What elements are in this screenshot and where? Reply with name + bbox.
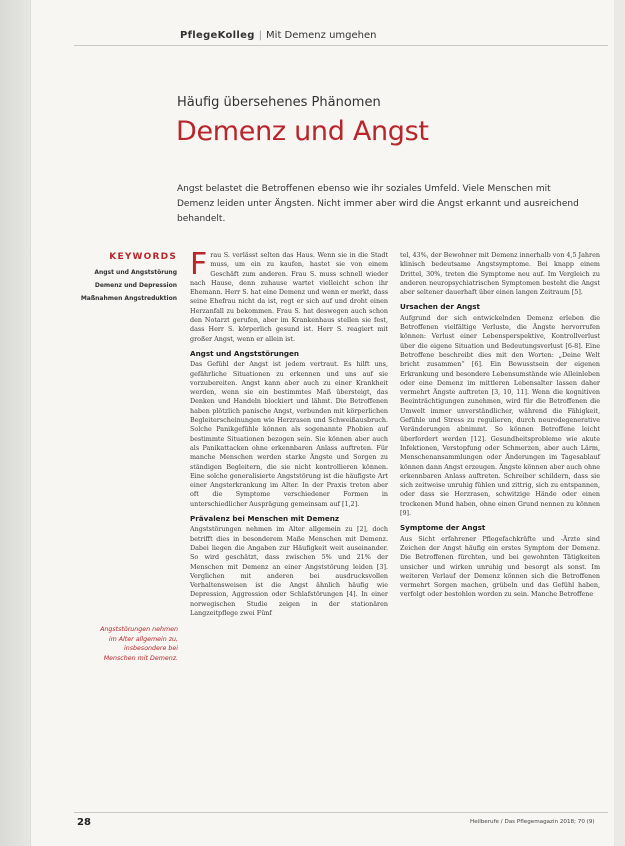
header-rule: [74, 45, 608, 46]
section-label: Mit Demenz umgehen: [266, 30, 377, 41]
keyword-item: Maßnahmen Angstreduktion: [80, 295, 177, 302]
intro-text: rau S. verlässt selten das Haus. Wenn sie in die Stadt muss, um ein zu kaufen, hastet sie von einem Geschäft zum anderen. Frau S. muss schnell wieder nach Hause, denn zuhause wartet vielleicht schon ihr Ehemann. Herr S. hat eine Demenz und wenn er merkt, dass seine Ehefrau nicht da ist, regt er sich auf und droht einen Herzanfall zu bekommen. Frau S. hat deswegen auch schon den Notarzt gerufen, aber im Krankenhaus stellen sie fest, dass Herr S. körperlich gesund ist. Herr S. reagiert mit großer Angst, wenn er allein ist.: [190, 251, 388, 343]
keywords-list: [70, 268, 177, 307]
article-title: Demenz und Angst: [176, 116, 429, 147]
article-lead: Angst belastet die Betroffenen ebenso wie ihr soziales Umfeld. Viele Menschen mit Demenz leiden unter Ängsten. Nicht immer aber wird die Angst erkannt und ausreichend behandelt.: [177, 184, 579, 224]
intro-paragraph: [190, 247, 388, 344]
body-column-1: [190, 247, 388, 620]
section-heading: Symptome der Angst: [400, 523, 486, 533]
body-paragraph: Angststörungen nehmen im Alter allgemein zu [2], doch betrifft dies in besonderem Maße Menschen mit Demenz. Dabei liegen die Angaben zur Häufigkeit weit auseinander. So wird geschätzt, dass zwischen 5% und 21% der Menschen mit Demenz an einer Angststörung leiden [3]. Verglichen mit anderen bei ausdrucksvollen Verhaltensweisen ist die Angst ähnlich häufig wie Depression, Aggression oder Schlafstörungen [4]. In einer norwegischen Studie zeigen in der stationären Langzeitpflege zwei Fünf: [190, 525, 388, 617]
keywords-title: KEYWORDS: [109, 252, 177, 262]
section-heading: Ursachen der Angst: [400, 302, 480, 312]
footer-rule: [74, 812, 608, 813]
scan-edge: [0, 0, 30, 846]
body-paragraph: Das Gefühl der Angst ist jedem vertraut. Es hilft uns, gefährliche Situationen zu erkennen und uns auf sie vorzubereiten. Angst kann aber auch zu einer Krankheit werden, wenn sie ein bestimmtes Maß übersteigt, das Denken und Handeln blockiert und lähmt. Die Betroffenen haben plötzlich panische Angst, verbunden mit körperlichen Begleiterscheinungen wie Herzrasen und Schweißausbruch. Solche Panikgefühle können als sogenannte Phobien auf bestimmte Situationen bezogen sein. Sie können aber auch als Panikattacken ohne erkennbaren Anlass auftreten. Für manche Menschen werden starke Ängste und Sorgen zu ständigen Begleitern, die sie nicht kontrollieren können. Eine solche generalisierte Angststörung ist die häufigste Art einer Angsterkrankung im Alter. In der Praxis treten aber oft die Symptome verschiedener Formen in unterschiedlicher Ausprägung gemeinsam auf [1,2].: [190, 360, 388, 508]
body-paragraph: tel, 43%, der Bewohner mit Demenz innerhalb von 4,5 Jahren klinisch bedeutsame Angstsymptome. Bei knapp einem Drittel, 30%, treten die Symptome neu auf. Im Vergleich zu anderen neuropsychiatrischen Symptomen besteht die Angst aber seltener dauerhaft über einen langen Zeitraum [5].: [400, 251, 600, 297]
section-heading: Angst und Angststörungen: [190, 348, 300, 358]
header-separator: |: [258, 30, 263, 41]
running-header: [180, 30, 376, 41]
body-paragraph: Aus Sicht erfahrener Pflegefachkräfte und -Ärzte sind Zeichen der Angst häufig ein erstes Symptom der Demenz. Die Betroffenen fürchten, und bei gewohnten Tätigkeiten unsicher und wirken unruhig und besorgt als sonst. Im weiteren Verlauf der Demenz können sich die Betroffenen vermehrt Sorgen machen, grübeln und das Gefühl haben, verfolgt oder bestohlen worden zu sein. Manche Betroffene: [400, 534, 600, 599]
article-kicker: Häufig übersehenes Phänomen: [177, 95, 381, 110]
footer-source: Heilberufe / Das Pflegemagazin 2018; 70 (9): [470, 819, 595, 825]
keyword-item: Angst und Angststörung: [94, 269, 177, 276]
section-heading: Prävalenz bei Menschen mit Demenz: [190, 514, 340, 524]
drop-cap: F: [190, 247, 208, 282]
body-paragraph: Aufgrund der sich entwickelnden Demenz erleben die Betroffenen vielfältige Verluste, die Ängste hervorrufen können: Verlust einer Lebensperspektive, Kontrollverlust über die eigene Situation und Bedeutungsverlust [6-8]. Eine Betroffene beschreibt dies mit den Worten: „Deine Welt bricht zusammen“ [6]. Ein Bewusstsein der eigenen Erkrankung und besondere Lebensumstände wie Alleinleben oder eine Demenz im mittleren Lebensalter lassen daher vermehrt Ängste auftreten [3, 10, 11]. Wenn die kognitiven Beeinträchtigungen zunehmen, wird für die Betroffenen die Umwelt immer unverständlicher, während die Fähigkeit, Gefühle und Stress zu regulieren, durch neurodegenerative Veränderungen abnimmt. So können Betroffene leicht überfordert werden [12]. Gesundheitsprobleme wie akute Infektionen, Verstopfung oder Schmerzen, aber auch Lärm, Menschenansammlungen oder Änderungen im Tagesablauf können dann Angst erzeugen. Ängste können aber auch ohne erkennbaren Anlass auftreten. Schreiber schildern, dass sie sich zeitweise unruhig fühlen und zittrig, sich zu entspannen, oder dass sie Herzrasen, schwitzige Hände oder einen trockenen Mund haben, ohne einen Grund nennen zu können [9].: [400, 313, 600, 518]
brand-label: PflegeKolleg: [180, 30, 255, 41]
page-number: 28: [77, 817, 91, 828]
pull-quote: Angststörungen nehmen im Alter allgemein zu, insbesondere bei Menschen mit Demenz.: [100, 626, 178, 662]
keyword-item: Demenz und Depression: [94, 282, 177, 289]
body-column-2: [400, 251, 600, 602]
